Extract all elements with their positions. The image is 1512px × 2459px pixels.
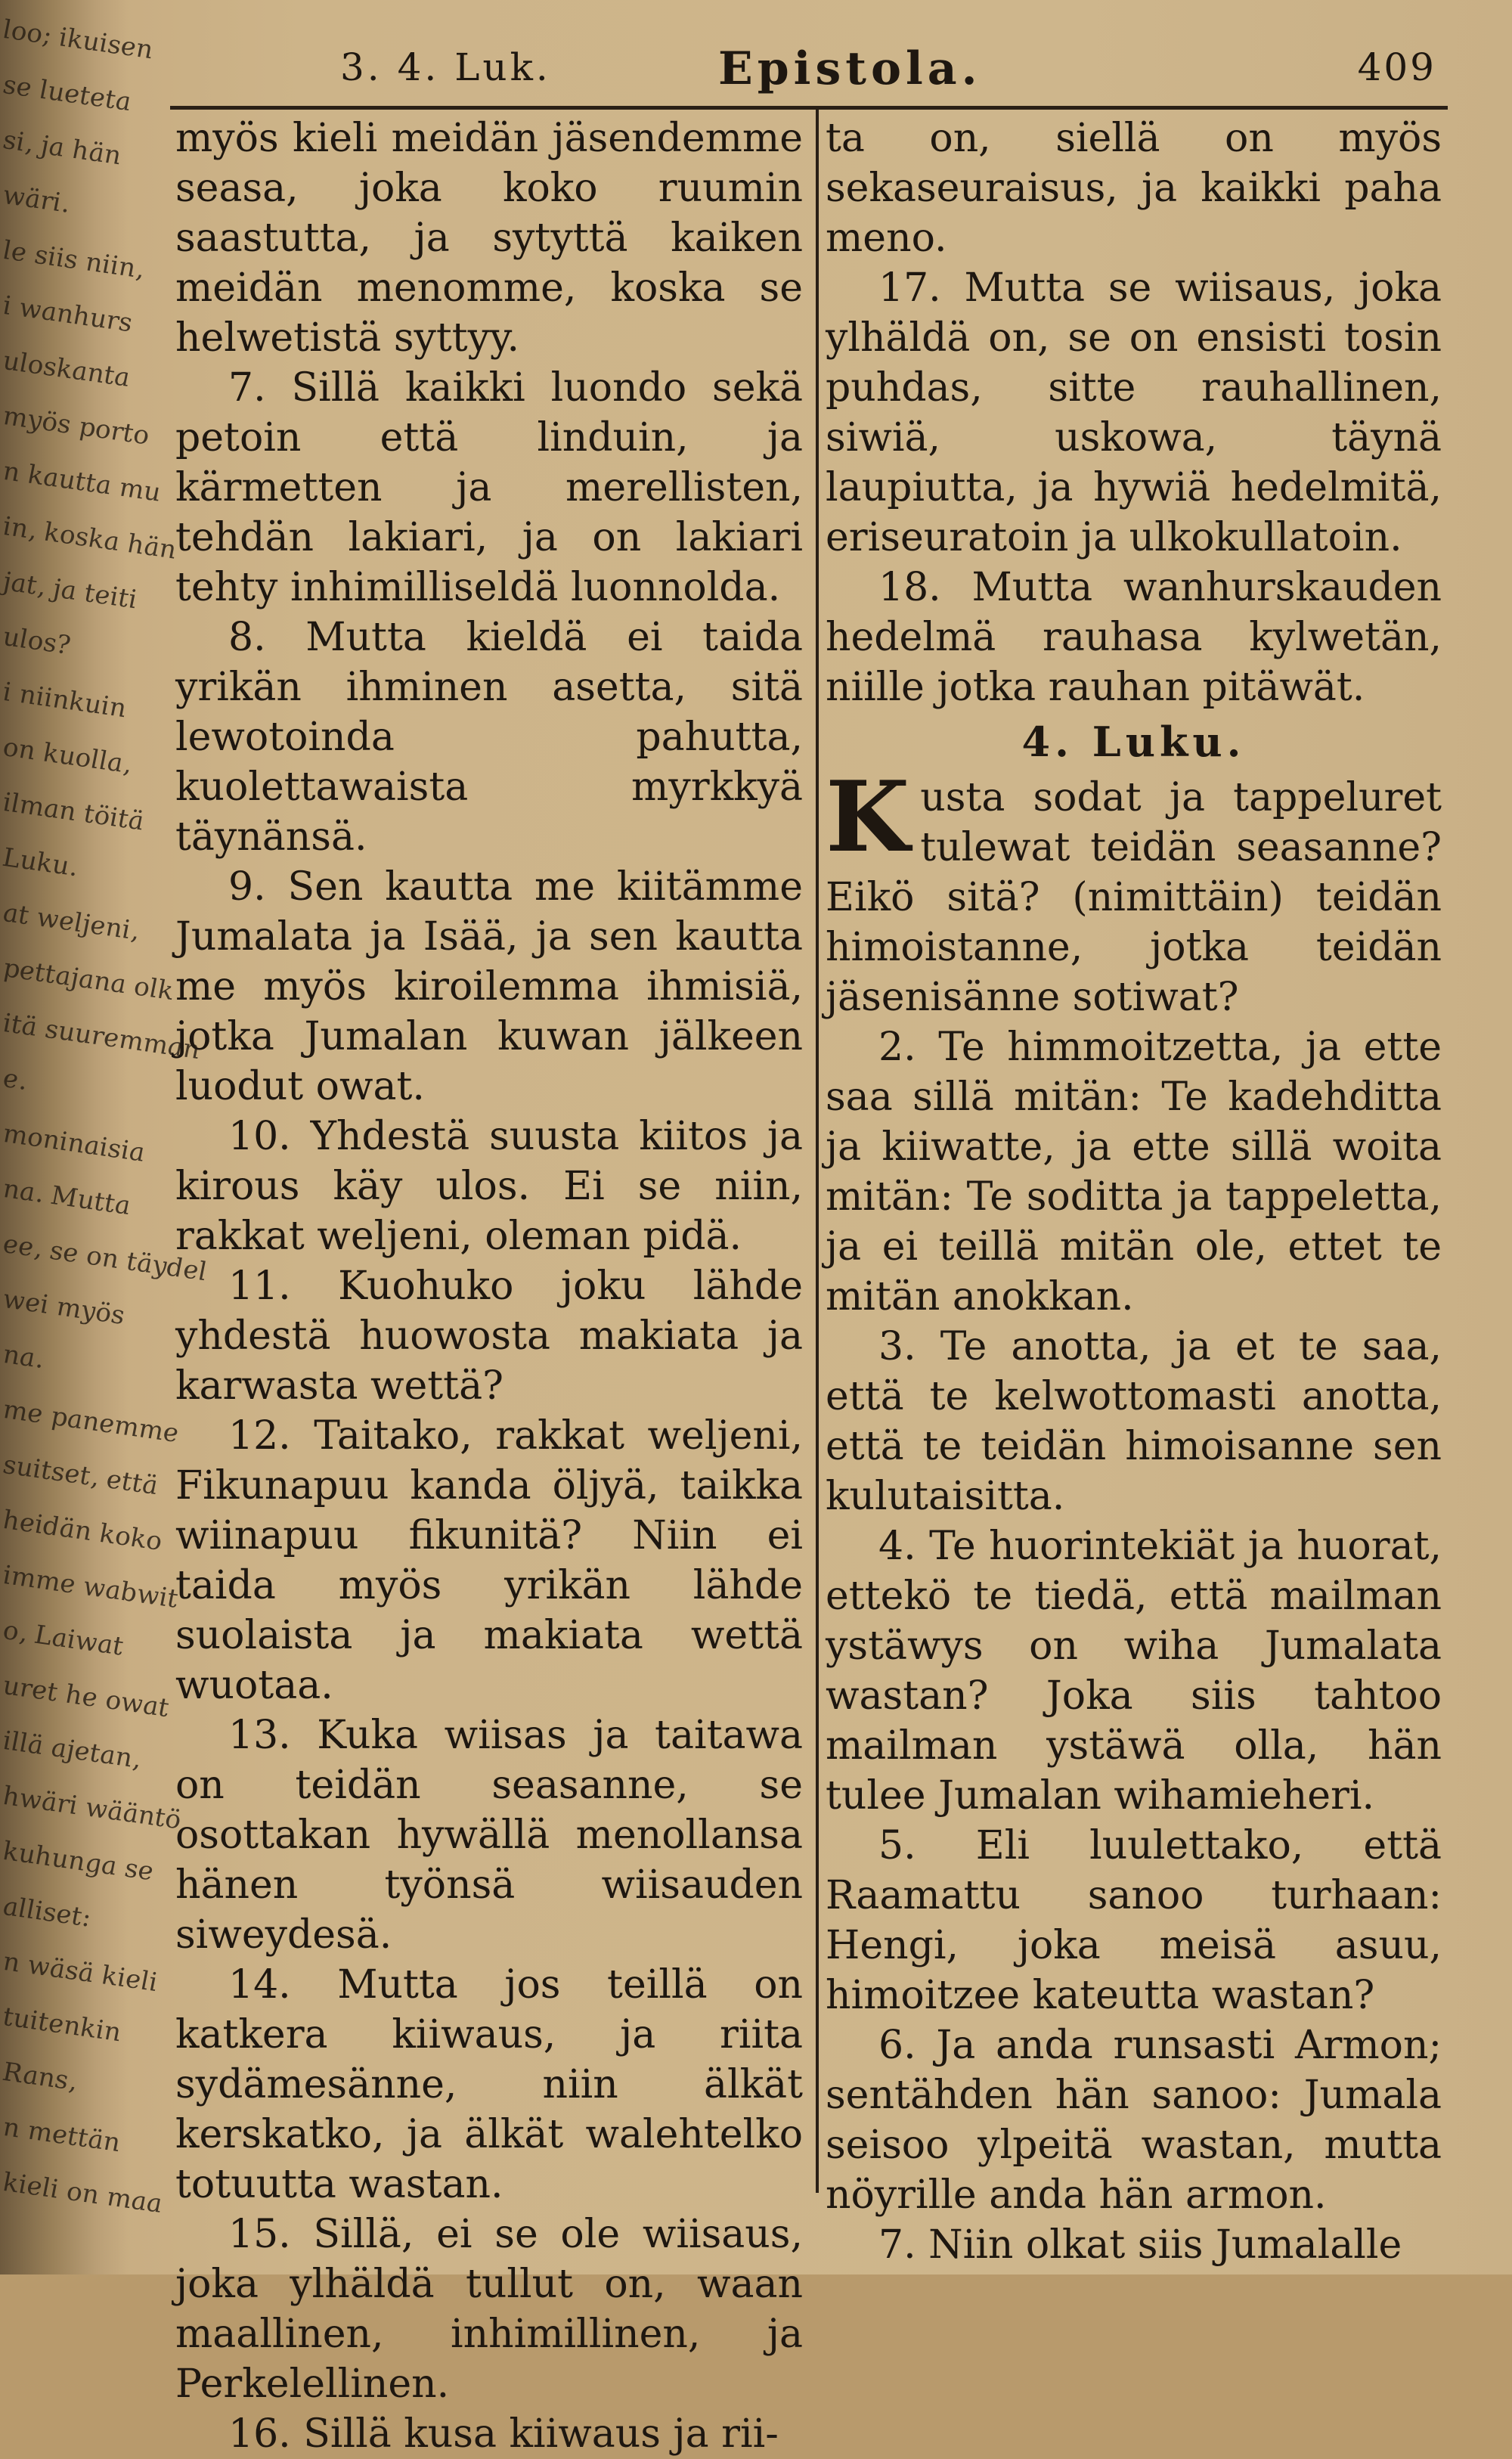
verse-13: 13. Kuka wiisas ja taitawa on teidän seasanne, se osottakan hywällä menollansa hänen työnsä wiisauden siweydesä. xyxy=(175,1713,803,1958)
margin-fragment: kuhunga se xyxy=(3,1835,153,1887)
chapter-4-verse-3: 3. Te anotta, ja et te saa, että te kelwottomasti anotta, että te teidän himoisanne sen kulutaisitta. xyxy=(826,1324,1442,1519)
previous-page-margin xyxy=(0,0,207,2274)
verse-15: 15. Sillä, ei se ole wiisaus, joka ylhäldä tullut on, waan maallinen, inhimillinen, ja Perkelellinen. xyxy=(175,2212,803,2407)
margin-fragment: kieli on maa xyxy=(3,2166,163,2220)
column-divider xyxy=(816,106,819,2193)
margin-fragment: n mettän xyxy=(3,2111,120,2159)
margin-fragment: loo; ikuisen xyxy=(3,14,153,66)
margin-fragment: on kuolla, xyxy=(3,731,131,780)
margin-fragment: moninaisia xyxy=(3,1118,145,1169)
margin-fragment: hwäri wääntö xyxy=(3,1780,181,1836)
margin-fragment: na. xyxy=(3,1338,43,1375)
chapter-heading: 4. Luku. xyxy=(1021,718,1246,766)
margin-fragment: ilman töitä xyxy=(3,786,144,837)
verse-17: 17. Mutta se wiisaus, joka ylhäldä on, se on ensisti tosin puhdas, sitte rauhallinen, siwiä, uskowa, täynä laupiutta, ja hywiä hedelmitä, eriseuratoin ja ulkokullatoin. xyxy=(826,265,1442,560)
verse-9: 9. Sen kautta me kiitämme Jumalata ja Isää, ja sen kautta me myös kiroilemma ihmisiä, jotka Jumalan kuwan jälkeen luodut owat. xyxy=(175,864,803,1109)
margin-fragment: le siis niin, xyxy=(3,234,144,285)
running-header xyxy=(325,38,1452,98)
header-chapter-ref: 3. 4. Luk. xyxy=(340,45,551,89)
chapter-4-verse-2: 2. Te himmoitzetta, ja ette saa sillä mitän: Te kadehditta ja kiiwatte, ja ette sillä woita mitän: Te soditta ja tappeletta, ja ei teillä mitän ole, ettet te mitän anokkan. xyxy=(826,1025,1442,1319)
right-column xyxy=(826,113,1442,2270)
margin-fragment: imme wabwit xyxy=(3,1559,178,1615)
verse-16: 16. Sillä kusa kiiwaus ja rii- xyxy=(228,2411,779,2457)
chapter-4-verse-4: 4. Te huorintekiät ja huorat, ettekö te tiedä, että mailman ystäwys on wiha Jumalata wastan? Joka siis tahtoo mailman ystäwä olla, hän tulee Jumalan wihamieheri. xyxy=(826,1524,1442,1819)
margin-fragment: at weljeni, xyxy=(3,897,139,947)
margin-fragment: se lueteta xyxy=(3,69,131,118)
margin-fragment: i wanhurs xyxy=(3,290,132,339)
chapter-4-verse-7: 7. Niin olkat siis Jumalalle xyxy=(878,2222,1402,2268)
page-number: 409 xyxy=(1357,45,1436,89)
verse-18: 18. Mutta wanhurskauden hedelmä rauhasa kylwetän, niille jotka rauhan pitäwät. xyxy=(826,565,1442,710)
verse-11: 11. Kuohuko joku lähde yhdestä huowosta makiata ja karwasta wettä? xyxy=(175,1264,803,1409)
margin-fragment: e. xyxy=(3,1062,26,1097)
margin-fragment: uloskanta xyxy=(3,345,130,394)
margin-fragment: wäri. xyxy=(3,179,70,220)
margin-fragment: Luku. xyxy=(3,842,77,883)
margin-fragment: o, Laiwat xyxy=(3,1614,123,1663)
verse-14: 14. Mutta jos teillä on katkera kiiwaus, ja riita sydämesänne, niin älkät kerskatko, ja älkät walehtelko totuutta wastan. xyxy=(175,1962,803,2207)
margin-fragment: pettajana olk xyxy=(3,952,174,1007)
margin-fragment: heidän koko xyxy=(3,1504,162,1558)
right-continuation: ta on, siellä on myös sekaseuraisus, ja kaikki paha meno. xyxy=(826,116,1442,261)
margin-fragment: suitset, että xyxy=(3,1449,158,1502)
margin-fragment: alliset: xyxy=(3,1890,91,1934)
margin-fragment: ulos? xyxy=(3,621,70,662)
verse-12: 12. Taitako, rakkat weljeni, Fikunapuu kanda öljyä, taikka wiinapuu fikunitä? Niin ei taida myös yrikän lähde suolaista ja makiata wettä wuotaa. xyxy=(175,1413,803,1708)
margin-fragment: ee, se on täydel xyxy=(3,1228,207,1288)
margin-fragment: si, ja hän xyxy=(3,124,121,172)
margin-fragment: Rans, xyxy=(3,2056,76,2098)
margin-fragment: me panemme xyxy=(3,1394,178,1450)
drop-cap: K xyxy=(826,761,910,874)
margin-fragment: myös porto xyxy=(3,400,149,451)
margin-fragment: n kautta mu xyxy=(3,455,161,508)
margin-fragment: na. Mutta xyxy=(3,1173,131,1222)
verse-7: 7. Sillä kaikki luondo sekä petoin että linduin, ja kärmetten ja merellisten, tehdän lakiari, ja on lakiari tehty inhimilliseldä luonnolda. xyxy=(175,365,803,610)
margin-fragment: jat, ja teiti xyxy=(3,566,137,616)
chapter-4-verse-6: 6. Ja anda runsasti Armon; sentähden hän sanoo: Jumala seisoo ylpeitä wastan, mutta nöyrille anda hän armon. xyxy=(826,2023,1442,2218)
margin-fragment: illä ajetan, xyxy=(3,1725,141,1775)
verse-10: 10. Yhdestä suusta kiitos ja kirous käy ulos. Ei se niin, rakkat weljeni, oleman pidä. xyxy=(175,1114,803,1259)
header-title: Epistola. xyxy=(718,42,982,95)
margin-fragment: i niinkuin xyxy=(3,676,126,724)
margin-fragment: tuitenkin xyxy=(3,2001,121,2048)
margin-fragment: uret he owat xyxy=(3,1670,169,1724)
header-rule xyxy=(170,106,1448,110)
margin-fragment: n wäsä kieli xyxy=(3,1946,157,1999)
left-continuation: myös kieli meidän jäsendemme seasa, joka koko ruumin saastutta, ja sytyttä kaiken meidän menomme, koska se helwetistä syttyy. xyxy=(175,116,803,361)
verse-8: 8. Mutta kieldä ei taida yrikän ihminen asetta, sitä lewotoinda pahutta, kuolettawaista myrkkyä täynänsä. xyxy=(175,615,803,860)
left-column xyxy=(175,113,803,2459)
verse-1-text: usta sodat ja tappeluret tulewat teidän seasanne? Eikö sitä? (nimittäin) teidän himoistanne, jotka teidän jäsenisänne sotiwat? xyxy=(826,775,1442,1020)
margin-fragment: itä suuremman xyxy=(3,1007,200,1066)
chapter-4-verse-5: 5. Eli luulettako, että Raamattu sanoo turhaan: Hengi, joka meisä asuu, himoitzee kateutta wastan? xyxy=(826,1823,1442,2018)
chapter-4-verse-1 xyxy=(826,761,1442,1022)
margin-fragment: wei myös xyxy=(3,1283,125,1332)
margin-fragment: in, koska hän xyxy=(3,510,176,566)
